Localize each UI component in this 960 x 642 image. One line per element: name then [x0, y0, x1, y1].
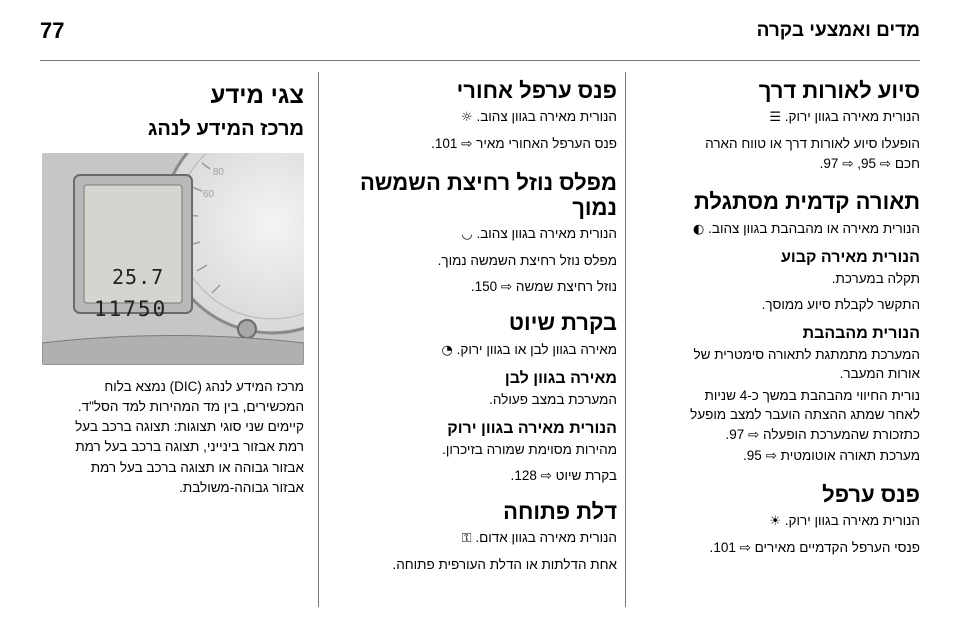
paragraph	[640, 107, 920, 128]
paragraph: נוזל רחיצת שמשה ⇨ 150.	[470, 278, 617, 294]
paragraph-text: הנורית מאירה בגוון אדום.	[475, 530, 617, 546]
svg-text:80: 80	[212, 166, 224, 178]
paragraph: התקשר לקבלת סיוע ממוסך.	[761, 296, 920, 312]
instrument-cluster-illustration	[42, 153, 304, 365]
caption-line: המכשירים, בין מד המהירות למד הסל"ד.	[77, 398, 304, 414]
paragraph-text: הנורית מאירה בגוון ירוק.	[784, 109, 920, 125]
section-title-high-beam-assist: סיוע לאורות דרך	[758, 78, 920, 103]
door-open-icon: ⚿	[461, 531, 472, 547]
subheading: הנורית מהבהבת	[802, 324, 920, 342]
paragraph-text: כתזכורת שהמערכת הופעלה ⇨ 97.	[725, 426, 920, 442]
section-title-info-displays: צגי מידע	[210, 82, 304, 109]
display-temperature: 25.7	[112, 264, 165, 289]
caption-line: רמת אבזור בינייני, תצוגה ברכב בעל רמת	[75, 439, 304, 455]
header-rule	[40, 60, 920, 61]
paragraph-text: הופעלו סיוע לאורות דרך או טווח הארה	[705, 136, 920, 152]
caption-line: אבזור גבוהה-משולבת.	[179, 479, 304, 495]
title-line: נמוך	[572, 195, 617, 220]
subheading: הנורית מאירה קבוע	[781, 249, 920, 267]
svg-text:60: 60	[202, 188, 214, 200]
section-title-adaptive-lighting: תאורה קדמית מסתגלת	[694, 189, 920, 215]
cruise-control-icon: ◔	[441, 342, 453, 358]
subheading: מאירה בגוון לבן	[504, 370, 617, 388]
high-beam-icon: ☰	[769, 110, 782, 126]
section-title-fog-light: פנס ערפל	[822, 481, 920, 507]
column-divider-right	[625, 72, 626, 607]
paragraph-text: הנורית מאירה בגוון ירוק.	[784, 513, 920, 529]
paragraph-text: מאירה בגוון לבן או בגוון ירוק.	[456, 341, 617, 357]
paragraph: אחת הדלתות או הדלת העורפית פתוחה.	[392, 557, 617, 573]
subheading: הנורית מאירה בגוון ירוק	[447, 419, 617, 437]
paragraph: פנסי הערפל הקדמיים מאירים ⇨ 101.	[709, 540, 920, 556]
paragraph: המערכת במצב פעולה.	[489, 392, 617, 408]
dic-caption	[42, 377, 304, 499]
front-fog-icon: ☀	[769, 514, 782, 530]
headlight-icon: ◐	[693, 221, 705, 237]
paragraph-text: אורות המעבר.	[839, 366, 920, 382]
dashboard-drawing	[42, 153, 304, 365]
header-title: מדים ואמצעי בקרה	[756, 20, 920, 41]
section-title-door-open: דלת פתוחה	[503, 499, 617, 525]
paragraph: פנס הערפל האחורי מאיר ⇨ 101.	[431, 136, 617, 152]
paragraph-text: חכם ⇨ 95, ⇨ 97.	[819, 155, 920, 171]
page-number: 77	[40, 18, 65, 43]
paragraph: מפלס נוזל רחיצת השמשה נמוך.	[437, 253, 617, 269]
paragraph	[353, 528, 617, 549]
paragraph-text: הנורית מאירה בגוון צהוב.	[476, 109, 617, 125]
column-divider-left	[318, 72, 319, 607]
paragraph	[640, 511, 920, 532]
paragraph-text: הנורית מאירה או מהבהבת בגוון צהוב.	[708, 220, 920, 236]
paragraph	[353, 340, 617, 361]
section-title-cruise-control: בקרת שיוט	[508, 310, 617, 336]
paragraph	[640, 345, 920, 384]
paragraph	[353, 224, 617, 245]
section-title-washer-fluid	[353, 170, 617, 221]
paragraph-text: לאחר שמתג ההצתה הועבר למצב מופעל	[690, 407, 920, 423]
paragraph	[640, 219, 920, 240]
rear-fog-icon: ☼	[461, 110, 473, 126]
section-title-rear-fog: פנס ערפל אחורי	[456, 78, 617, 103]
paragraph: מהירות מסוימת שמורה בזיכרון.	[442, 441, 617, 457]
paragraph-text: הנורית מאירה בגוון צהוב.	[476, 226, 617, 242]
title-line: מפלס נוזל רחיצת השמשה	[359, 169, 617, 195]
middle-column	[353, 72, 617, 581]
paragraph: מערכת תאורה אוטומטית ⇨ 95.	[743, 448, 920, 464]
right-column	[640, 72, 920, 564]
caption-line: מרכז המידע לנהג (DIC) נמצא בלוח	[104, 378, 304, 394]
paragraph-text: נורית החיווי מהבהבת במשך כ-4 שניות	[704, 387, 920, 403]
section-subtitle-dic: מרכז המידע לנהג	[147, 117, 304, 140]
caption-line: קיימים שני סוגי תצוגות: תצוגה ברכב בעל	[75, 419, 304, 435]
washer-fluid-icon: ◡	[461, 227, 473, 243]
paragraph-text: המערכת מתמתגת לתאורה סימטרית של	[693, 346, 920, 362]
paragraph: בקרת שיוט ⇨ 128.	[510, 467, 617, 483]
page-header	[40, 18, 920, 48]
paragraph: תקלה במערכת.	[831, 271, 920, 287]
paragraph	[640, 134, 920, 173]
left-column	[42, 72, 304, 498]
display-odometer: 11750	[94, 296, 168, 321]
caption-line: אבזור גבוהה או תצוגה ברכב בעל רמת	[90, 459, 304, 475]
paragraph	[353, 107, 617, 128]
paragraph	[640, 386, 920, 445]
